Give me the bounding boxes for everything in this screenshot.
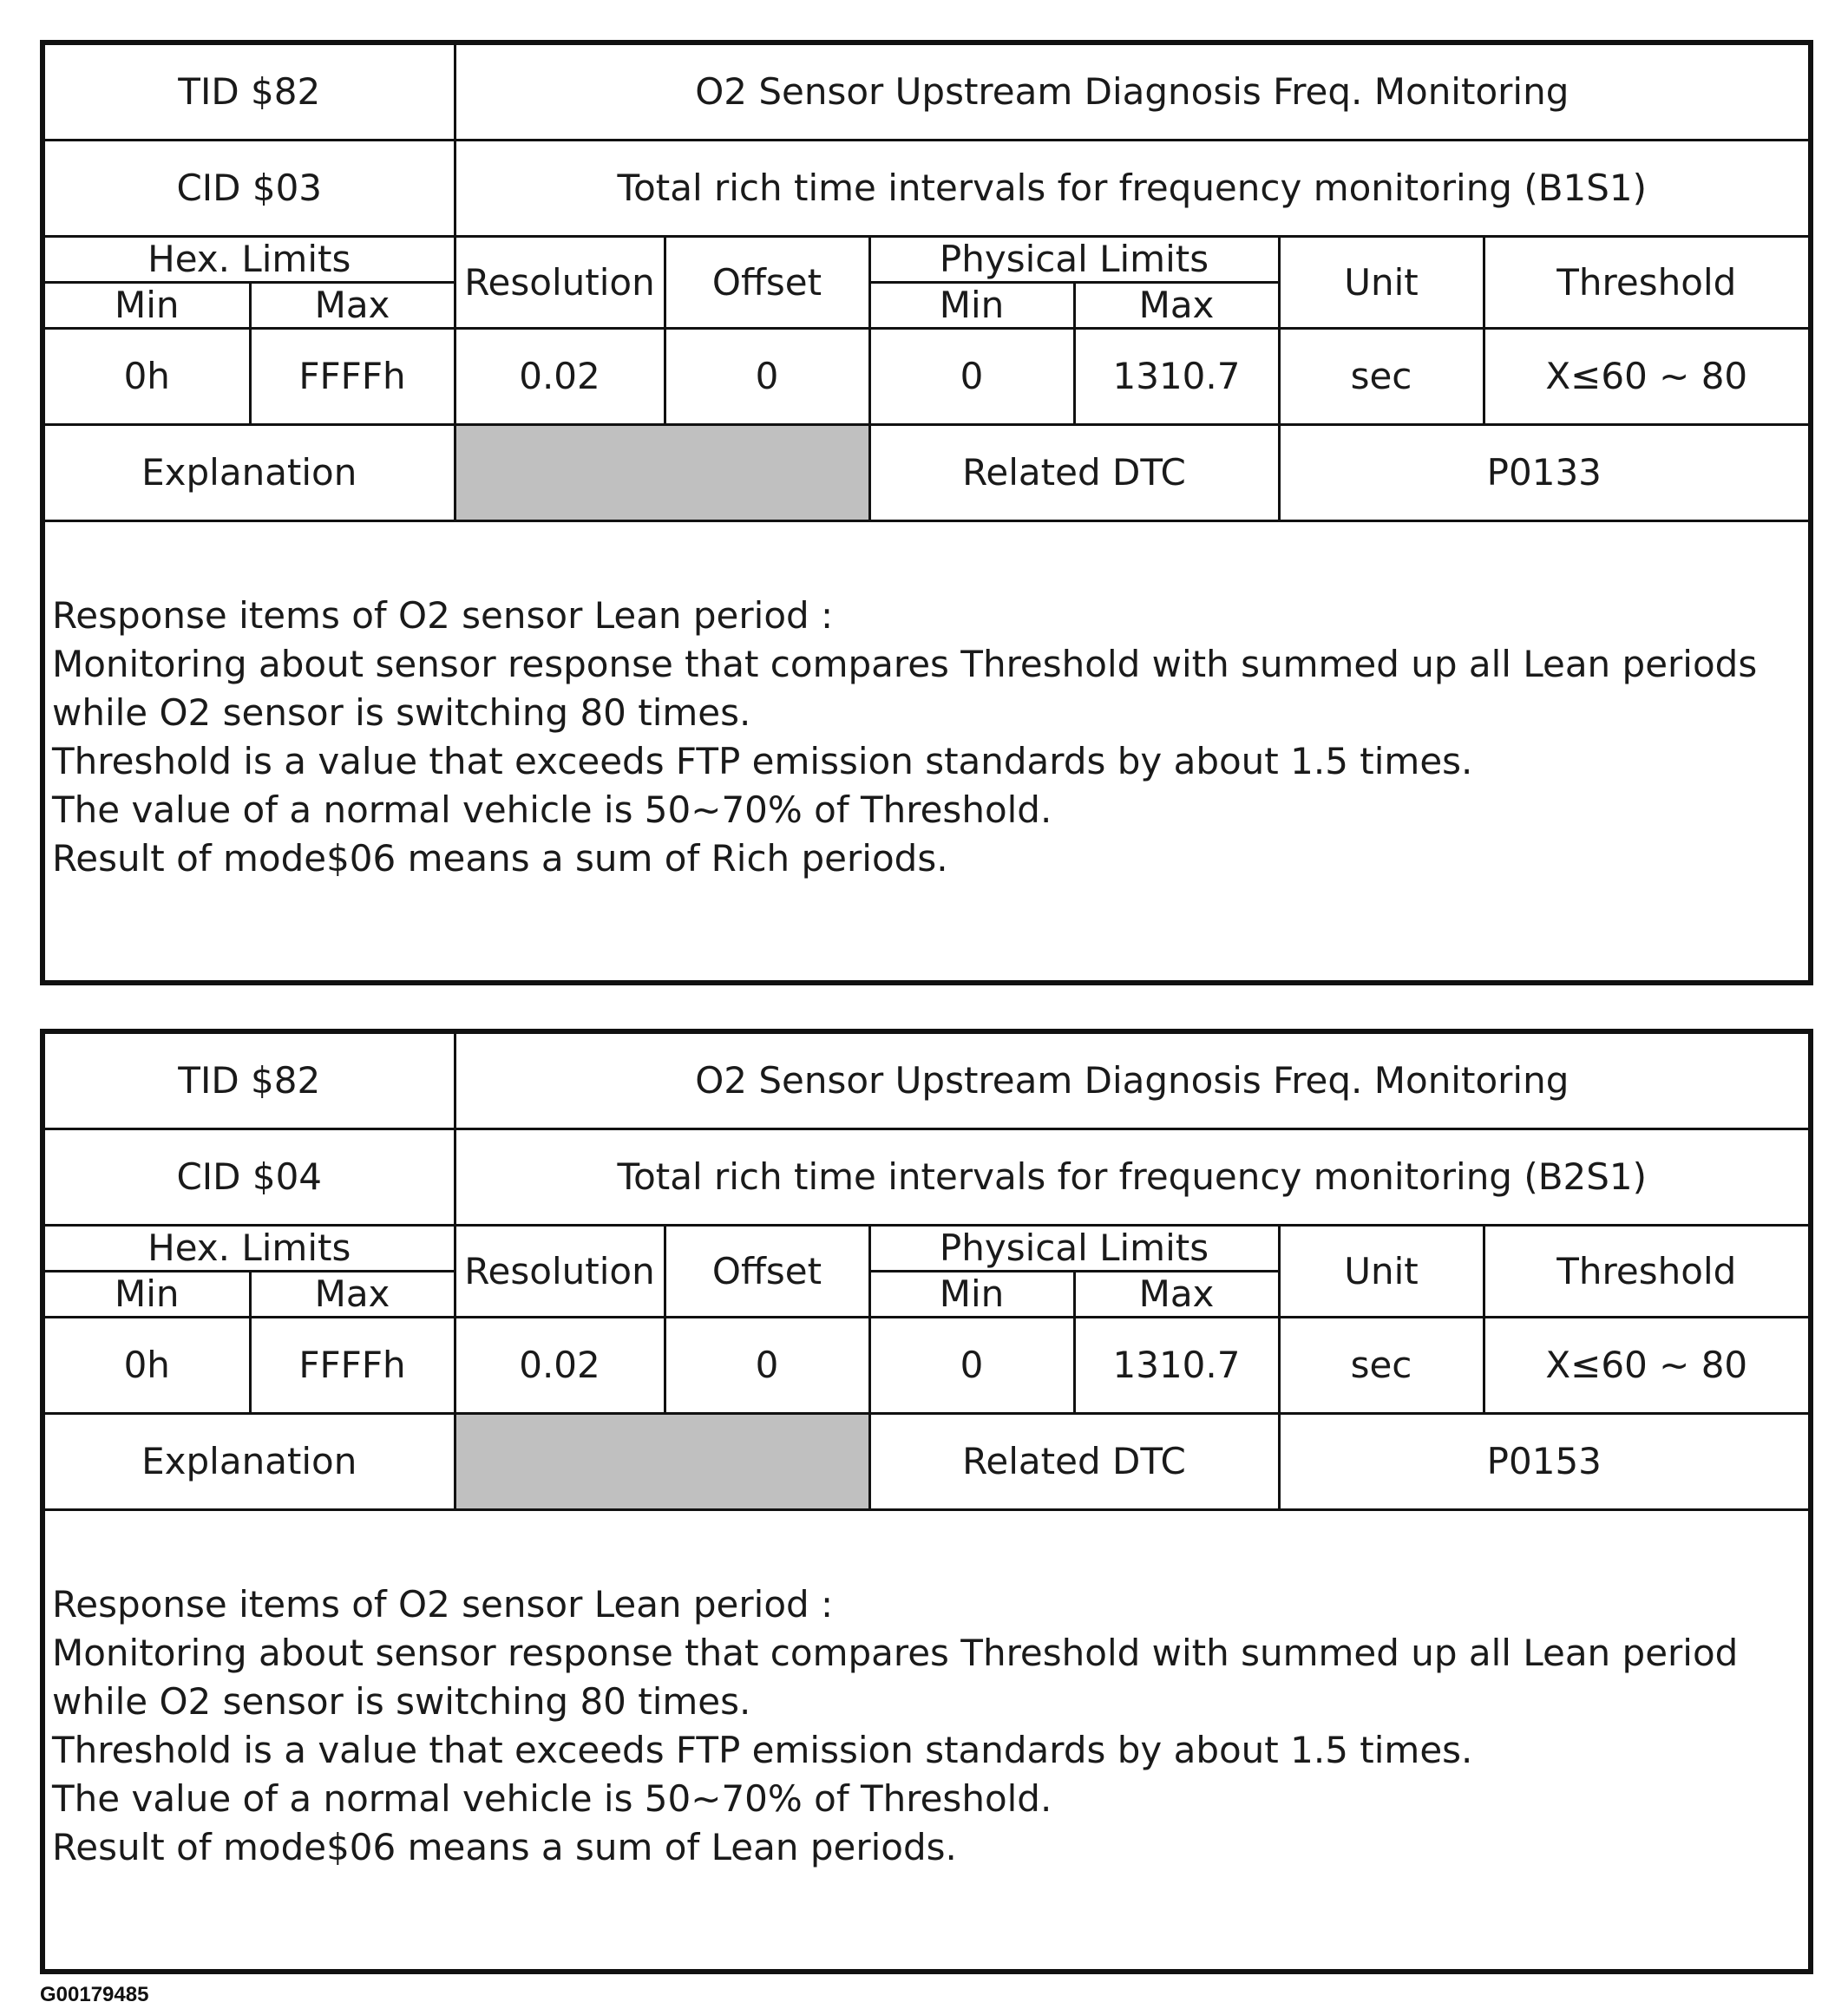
offset-header: Offset xyxy=(665,1226,869,1318)
figure-code: G00179485 xyxy=(40,1983,149,2006)
hex-min-value: 0h xyxy=(45,1318,250,1414)
hex-max-header: Max xyxy=(250,1272,455,1318)
cid-description: Total rich time intervals for frequency monitoring (B2S1) xyxy=(455,1129,1808,1226)
physical-limits-header: Physical Limits xyxy=(869,237,1279,283)
related-dtc-label: Related DTC xyxy=(869,425,1279,521)
phys-min-value: 0 xyxy=(869,1318,1074,1414)
explanation-line: Result of mode$06 means a sum of Rich periods. xyxy=(52,837,948,880)
unit-header: Unit xyxy=(1279,237,1484,329)
spec-table xyxy=(45,1034,1808,1511)
resolution-value: 0.02 xyxy=(455,1318,665,1414)
spec-table xyxy=(45,45,1808,522)
explanation-label: Explanation xyxy=(45,1414,455,1510)
hex-max-header: Max xyxy=(250,283,455,329)
shaded-cell xyxy=(455,425,869,521)
hex-min-value: 0h xyxy=(45,329,250,425)
related-dtc-value: P0153 xyxy=(1279,1414,1808,1510)
explanation-line: Threshold is a value that exceeds FTP emission standards by about 1.5 times. xyxy=(52,1729,1473,1771)
cid-label: CID $04 xyxy=(45,1129,455,1226)
phys-max-value: 1310.7 xyxy=(1074,1318,1279,1414)
tid-description: O2 Sensor Upstream Diagnosis Freq. Monitoring xyxy=(455,45,1808,141)
tid-label: TID $82 xyxy=(45,1034,455,1129)
cid-description: Total rich time intervals for frequency monitoring (B1S1) xyxy=(455,141,1808,237)
physical-limits-header: Physical Limits xyxy=(869,1226,1279,1272)
hex-max-value: FFFFh xyxy=(250,329,455,425)
cid-label: CID $03 xyxy=(45,141,455,237)
phys-min-header: Min xyxy=(869,283,1074,329)
explanation-line: Monitoring about sensor response that compares Threshold with summed up all Lean periods xyxy=(52,643,1758,685)
related-dtc-value: P0133 xyxy=(1279,425,1808,521)
explanation-line: while O2 sensor is switching 80 times. xyxy=(52,1680,751,1723)
explanation-line: while O2 sensor is switching 80 times. xyxy=(52,691,751,734)
resolution-header: Resolution xyxy=(455,237,665,329)
explanation-line: Threshold is a value that exceeds FTP emission standards by about 1.5 times. xyxy=(52,740,1473,782)
threshold-header: Threshold xyxy=(1484,1226,1808,1318)
phys-min-header: Min xyxy=(869,1272,1074,1318)
threshold-value: X≤60 ~ 80 xyxy=(1484,1318,1808,1414)
explanation-line: The value of a normal vehicle is 50~70% of Threshold. xyxy=(52,1777,1052,1820)
spec-block-b2s1 xyxy=(40,1029,1813,1974)
unit-value: sec xyxy=(1279,329,1484,425)
hex-max-value: FFFFh xyxy=(250,1318,455,1414)
related-dtc-label: Related DTC xyxy=(869,1414,1279,1510)
hex-limits-header: Hex. Limits xyxy=(45,237,455,283)
tid-description: O2 Sensor Upstream Diagnosis Freq. Monitoring xyxy=(455,1034,1808,1129)
offset-header: Offset xyxy=(665,237,869,329)
phys-min-value: 0 xyxy=(869,329,1074,425)
threshold-value: X≤60 ~ 80 xyxy=(1484,329,1808,425)
explanation-text xyxy=(45,1511,1808,1872)
explanation-line: Result of mode$06 means a sum of Lean periods. xyxy=(52,1826,957,1868)
offset-value: 0 xyxy=(665,329,869,425)
phys-max-value: 1310.7 xyxy=(1074,329,1279,425)
explanation-line: Monitoring about sensor response that compares Threshold with summed up all Lean period xyxy=(52,1632,1739,1674)
hex-min-header: Min xyxy=(45,283,250,329)
spec-block-b1s1 xyxy=(40,40,1813,985)
unit-header: Unit xyxy=(1279,1226,1484,1318)
explanation-line: The value of a normal vehicle is 50~70% of Threshold. xyxy=(52,788,1052,831)
threshold-header: Threshold xyxy=(1484,237,1808,329)
tid-label: TID $82 xyxy=(45,45,455,141)
resolution-header: Resolution xyxy=(455,1226,665,1318)
phys-max-header: Max xyxy=(1074,283,1279,329)
explanation-label: Explanation xyxy=(45,425,455,521)
hex-limits-header: Hex. Limits xyxy=(45,1226,455,1272)
offset-value: 0 xyxy=(665,1318,869,1414)
shaded-cell xyxy=(455,1414,869,1510)
resolution-value: 0.02 xyxy=(455,329,665,425)
explanation-text xyxy=(45,522,1808,883)
unit-value: sec xyxy=(1279,1318,1484,1414)
phys-max-header: Max xyxy=(1074,1272,1279,1318)
explanation-line: Response items of O2 sensor Lean period : xyxy=(52,1583,834,1626)
hex-min-header: Min xyxy=(45,1272,250,1318)
explanation-line: Response items of O2 sensor Lean period : xyxy=(52,594,834,637)
